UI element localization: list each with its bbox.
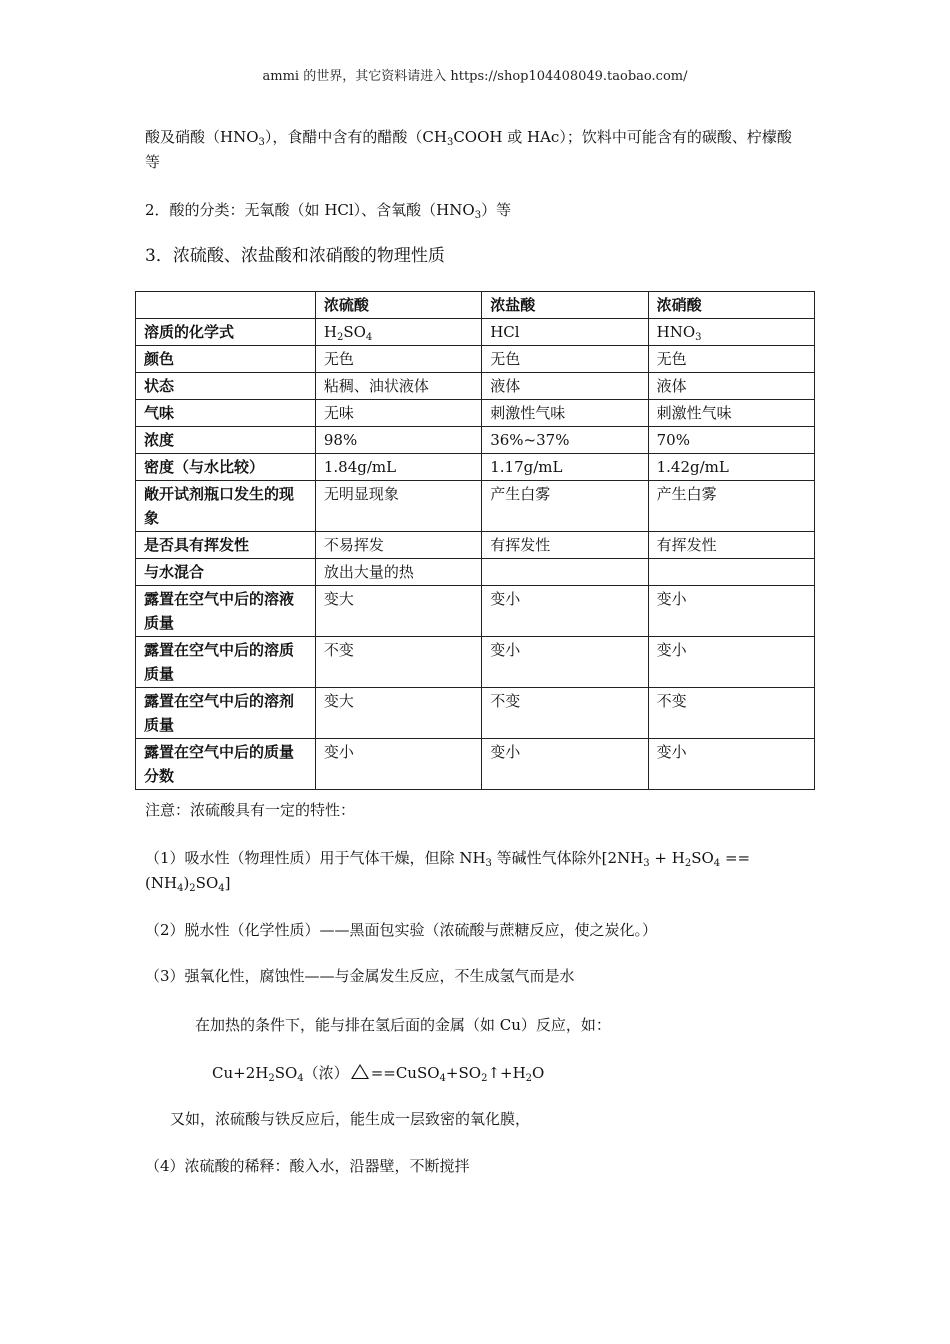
table-header-cell: 浓硝酸 <box>648 292 814 319</box>
row-label: 密度（与水比较） <box>136 454 316 481</box>
property-item-3-more: 又如，浓硫酸与铁反应后，能生成一层致密的氧化膜， <box>170 1110 531 1128</box>
table-cell: 液体 <box>482 373 648 400</box>
property-item-4: （4）浓硫酸的稀释：酸入水，沿器壁，不断搅拌 <box>145 1157 470 1175</box>
table-row <box>136 427 815 454</box>
property-item-3-detail: 在加热的条件下，能与排在氢后面的金属（如 Cu）反应，如： <box>195 1016 611 1034</box>
table-header-row <box>136 292 815 319</box>
table-cell: 刺激性气味 <box>648 400 814 427</box>
table-cell: 有挥发性 <box>482 532 648 559</box>
table-cell: 1.42g/mL <box>648 454 814 481</box>
table-row <box>136 586 815 637</box>
table-cell: 粘稠、油状液体 <box>315 373 481 400</box>
row-label: 露置在空气中后的溶质质量 <box>136 637 316 688</box>
table-cell: 变小 <box>648 637 814 688</box>
table-cell: 变大 <box>315 688 481 739</box>
table-cell: 产生白雾 <box>482 481 648 532</box>
page-header: ammi 的世界，其它资料请进入 https://shop104408049.taobao.com/ <box>262 69 688 84</box>
row-label: 露置在空气中后的质量分数 <box>136 739 316 790</box>
reaction-equation: $Cu+2H_2SO_4$（浓） $==CuSO_4+SO_2↑+H_2O$ <box>212 1064 545 1084</box>
table-cell: 70% <box>648 427 814 454</box>
row-label: 溶质的化学式 <box>136 319 316 346</box>
table-row <box>136 319 815 346</box>
table-cell: 变小 <box>648 586 814 637</box>
property-item-3: （3）强氧化性，腐蚀性——与金属发生反应，不生成氢气而是水 <box>145 967 575 985</box>
table-cell: 无色 <box>315 346 481 373</box>
table-cell: 变小 <box>482 586 648 637</box>
table-row <box>136 346 815 373</box>
table-cell <box>482 559 648 586</box>
table-cell: HCl <box>482 319 648 346</box>
table-cell: 不易挥发 <box>315 532 481 559</box>
table-cell: 1.84g/mL <box>315 454 481 481</box>
table-cell: 无味 <box>315 400 481 427</box>
table-header-cell: 浓硫酸 <box>315 292 481 319</box>
table-row <box>136 481 815 532</box>
table-cell: 变小 <box>482 739 648 790</box>
table-row <box>136 400 815 427</box>
table-row <box>136 559 815 586</box>
row-label: 浓度 <box>136 427 316 454</box>
note-title: 注意：浓硫酸具有一定的特性： <box>145 801 356 819</box>
table-cell: 产生白雾 <box>648 481 814 532</box>
acid-classification: 2．酸的分类：无氧酸（如 HCl）、含氧酸$(HNO_3)$等 <box>145 201 512 221</box>
table-header-cell <box>136 292 316 319</box>
properties-table <box>135 291 815 790</box>
table-cell: 无色 <box>648 346 814 373</box>
table-row <box>136 688 815 739</box>
table-row <box>136 637 815 688</box>
table-cell: 变小 <box>482 637 648 688</box>
row-label: 是否具有挥发性 <box>136 532 316 559</box>
table-cell: 无色 <box>482 346 648 373</box>
table-cell: 变小 <box>648 739 814 790</box>
property-item-2: （2）脱水性（化学性质）——黑面包实验（浓硫酸与蔗糖反应，使之炭化。） <box>145 921 658 939</box>
row-label: 颜色 <box>136 346 316 373</box>
heating-triangle-icon <box>351 1064 369 1079</box>
row-label: 气味 <box>136 400 316 427</box>
table-cell: 刺激性气味 <box>482 400 648 427</box>
row-label: 露置在空气中后的溶液质量 <box>136 586 316 637</box>
intro-paragraph: 酸及硝酸$(HNO_3)$，食醋中含有的醋酸（$CH_3COOH$ 或 HAc）；饮料中可能含有的碳酸、柠檬酸 等 <box>145 128 792 171</box>
table-cell: 有挥发性 <box>648 532 814 559</box>
row-label: 露置在空气中后的溶剂质量 <box>136 688 316 739</box>
table-cell: 不变 <box>482 688 648 739</box>
table-cell: 无明显现象 <box>315 481 481 532</box>
table-cell: 液体 <box>648 373 814 400</box>
table-cell <box>648 559 814 586</box>
table-cell: 不变 <box>315 637 481 688</box>
table-row <box>136 739 815 790</box>
table-row <box>136 373 815 400</box>
table-cell: 放出大量的热 <box>315 559 481 586</box>
table-header-cell: 浓盐酸 <box>482 292 648 319</box>
row-label: 敞开试剂瓶口发生的现象 <box>136 481 316 532</box>
table-cell: 36%~37% <box>482 427 648 454</box>
table-cell: $HNO_3$ <box>648 319 814 346</box>
table-cell: 变大 <box>315 586 481 637</box>
table-cell: 98% <box>315 427 481 454</box>
table-row <box>136 454 815 481</box>
table-cell: 变小 <box>315 739 481 790</box>
table-cell: 不变 <box>648 688 814 739</box>
section-title: 3．浓硫酸、浓盐酸和浓硝酸的物理性质 <box>145 246 445 266</box>
row-label: 与水混合 <box>136 559 316 586</box>
property-item-1: （1）吸水性（物理性质）用于气体干燥，但除 $NH_3$ 等碱性气体除外[$2NH_3 + H_2SO_4$ == $(NH_4)_2SO_4$] <box>145 849 751 894</box>
table-row <box>136 532 815 559</box>
table-cell: $H_2SO_4$ <box>315 319 481 346</box>
row-label: 状态 <box>136 373 316 400</box>
table-cell: 1.17g/mL <box>482 454 648 481</box>
